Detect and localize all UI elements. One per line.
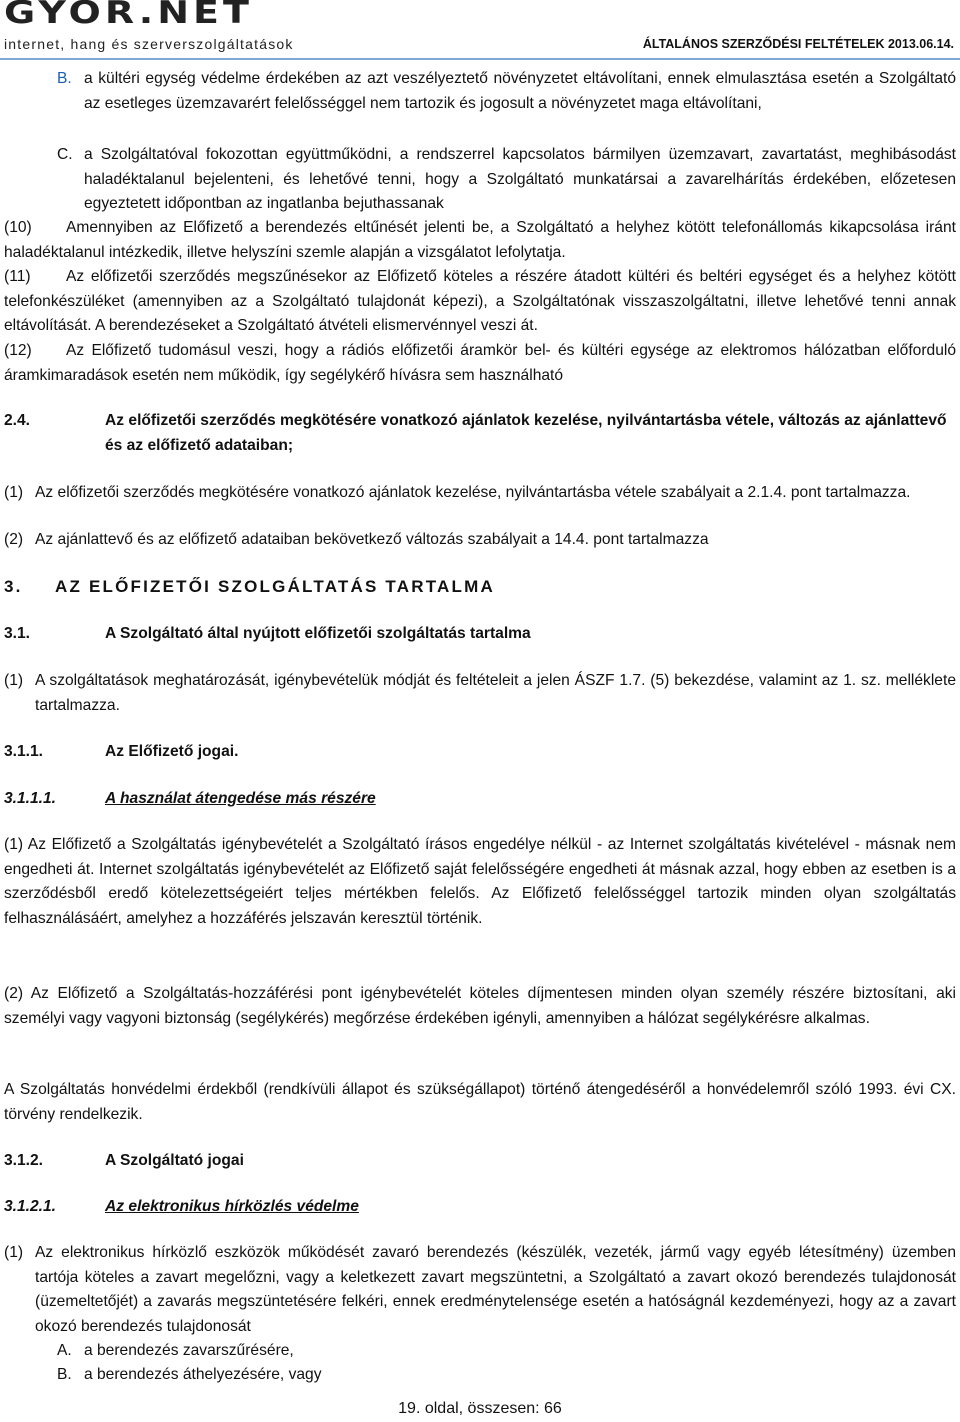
section-3-number: 3. (4, 577, 23, 596)
section-3-1-2-1-title: Az elektronikus hírközlés védelme (105, 1198, 359, 1215)
page-number: 19. oldal, összesen: 66 (398, 1400, 562, 1417)
s31-p1-text: A szolgáltatások meghatározását, igénybevételük módját és feltételeit a jelen ÁSZF 1.7. (5) bekezdése, valamint az 1. sz. melléklete tartalmazza. (35, 672, 956, 714)
section-3-1-1-number: 3.1.1. (4, 743, 44, 760)
section-2-4-title: Az előfizetői szerződés megkötésére vonatkozó ajánlatok kezelése, nyilvántartásba vétele, változás az ajánlattevő és az előfizető adataiban; (105, 412, 947, 454)
section-3-1-1-1-title: A használat átengedése más részére (105, 790, 376, 807)
s3121-b-label: B. (57, 1366, 72, 1383)
paragraph-10-text: Amennyiben az Előfizető a berendezés eltűnését jelenti be, a Szolgáltató a helyhez kötött telefonállomás kikapcsolása iránt haladéktalanul intézkedik, illetve helyszíni szemle alapján a vizsgálatot lefolytatja. (4, 219, 956, 261)
item-b-text: a kültéri egység védelme érdekében az azt veszélyeztető növényzetet eltávolítani, ennek elmulasztása esetén a Szolgáltató az esetleges üzemzavarért felelősséggel nem tartozik és jogosult a növényzetet maga eltávolítani, (84, 70, 956, 112)
s3111-p1: (1) Az Előfizető a Szolgáltatás igénybevételét a Szolgáltató írásos engedélye nélkül - az Internet szolgáltatás kivételével - másnak nem engedheti át. Internet szolgáltatás igénybevételét az Előfizető saját felelősségére engedheti át másnak azzal, hogy ebben az esetben is a szerződésből eredő kötelezettségeiért teljes mértékben felelős. Az Előfizető felelősséggel tartozik minden olyan szolgáltatás felhasználásáért, amelyhez a hozzáférés jelszaván keresztül történik. (4, 836, 956, 927)
section-3-1-1-1-number: 3.1.1.1. (4, 790, 57, 807)
item-label-b: B. (57, 70, 72, 87)
s24-p2-text: Az ajánlattevő és az előfizető adataiban bekövetkező változás szabályait a 14.4. pont tartalmazza (35, 531, 709, 548)
item-c-text: a Szolgáltatóval fokozottan együttműködni, a rendszerrel kapcsolatos bármilyen üzemzavart, zavartatást, meghibásodást haladéktalanul bejelenteni, és lehetővé tenni, hogy a Szolgáltató munkatársai a zavarelhárítás érdekében, előzetesen egyeztetett időpontban az ingatlanba bejuthassanak (84, 146, 956, 212)
section-3-1-2-title: A Szolgáltató jogai (105, 1152, 244, 1169)
paragraph-10-label: (10) (4, 219, 32, 236)
logo: GYOR.NET (4, 0, 253, 31)
s3121-p1-label: (1) (4, 1244, 24, 1261)
s3111-p2: (2) Az Előfizető a Szolgáltatás-hozzáférési pont igénybevételét köteles díjmentesen minden olyan személy részére biztosítani, aki személyi vagy vagyoni biztonság (segélykérés) megőrzése érdekében igényli, amennyiben a hálózat segélykérésre alkalmas. (4, 985, 956, 1027)
section-3-1-title: A Szolgáltató által nyújtott előfizetői szolgáltatás tartalma (105, 625, 531, 642)
paragraph-12 (4, 339, 956, 388)
section-3-title: AZ ELŐFIZETŐI SZOLGÁLTATÁS TARTALMA (55, 577, 495, 596)
s3111-p3: A Szolgáltatás honvédelmi érdekből (rendkívüli állapot és szükségállapot) történő átengedéséről a honvédelemről szóló 1993. évi CX. törvény rendelkezik. (4, 1081, 956, 1123)
section-3-1-2-1-number: 3.1.2.1. (4, 1198, 57, 1215)
section-2-4-number: 2.4. (4, 412, 31, 429)
s24-p2-label: (2) (4, 531, 24, 548)
item-label-c: C. (57, 146, 73, 163)
s3121-a-text: a berendezés zavarszűrésére, (84, 1342, 294, 1359)
paragraph-11-text: Az előfizetői szerződés megszűnésekor az Előfizető köteles a részére átadott kültéri és beltéri egységet és a helyhez kötött telefonkészüléket (amennyiben az a Szolgáltató tulajdonát képezi), a Szolgáltatónak visszaszolgáltatni, illetve lehetővé tenni annak eltávolítását. A berendezéseket a Szolgáltató átvételi elismervénnyel veszi át. (4, 268, 956, 334)
page-header (0, 0, 960, 60)
paragraph-11 (4, 265, 956, 339)
s3121-b-text: a berendezés áthelyezésére, vagy (84, 1366, 322, 1383)
section-3-1-number: 3.1. (4, 625, 31, 642)
paragraph-12-label: (12) (4, 342, 32, 359)
paragraph-10 (4, 216, 956, 265)
s3121-p1-text: Az elektronikus hírközlő eszközök működését zavaró berendezés (készülék, vezeték, jármű vagy egyéb létesítmény) üzemben tartója köteles a zavart megelőzni, vagy a keletkezett zavart megszüntetni, a Szolgáltató a zavart okozó berendezés tulajdonosát (üzemeltetőjét) a zavarás megszüntetésére felkéri, ennek eredménytelensége esetén a hatóságnál kezdeményezi, hogy az a zavart okozó berendezés tulajdonosát (35, 1244, 956, 1335)
s24-p1-text: Az előfizetői szerződés megkötésére vonatkozó ajánlatok kezelése, nyilvántartásba vétele szabályait a 2.1.4. pont tartalmazza. (35, 484, 911, 501)
s3121-a-label: A. (57, 1342, 72, 1359)
paragraph-12-text: Az Előfizető tudomásul veszi, hogy a rádiós előfizetői áramkör bel- és kültéri egysége az elektromos hálózatban előforduló áramkimaradások esetén nem működik, így segélykérő hívásra sem használható (4, 342, 956, 384)
header-divider (0, 58, 960, 60)
section-3-1-2-number: 3.1.2. (4, 1152, 44, 1169)
s24-p1-label: (1) (4, 484, 24, 501)
s31-p1-label: (1) (4, 672, 24, 689)
paragraph-11-label: (11) (4, 268, 31, 285)
section-3-1-1-title: Az Előfizető jogai. (105, 743, 239, 760)
tagline: internet, hang és szerverszolgáltatások (4, 36, 294, 52)
document-title: ÁLTALÁNOS SZERZŐDÉSI FELTÉTELEK 2013.06.14. (642, 37, 954, 51)
